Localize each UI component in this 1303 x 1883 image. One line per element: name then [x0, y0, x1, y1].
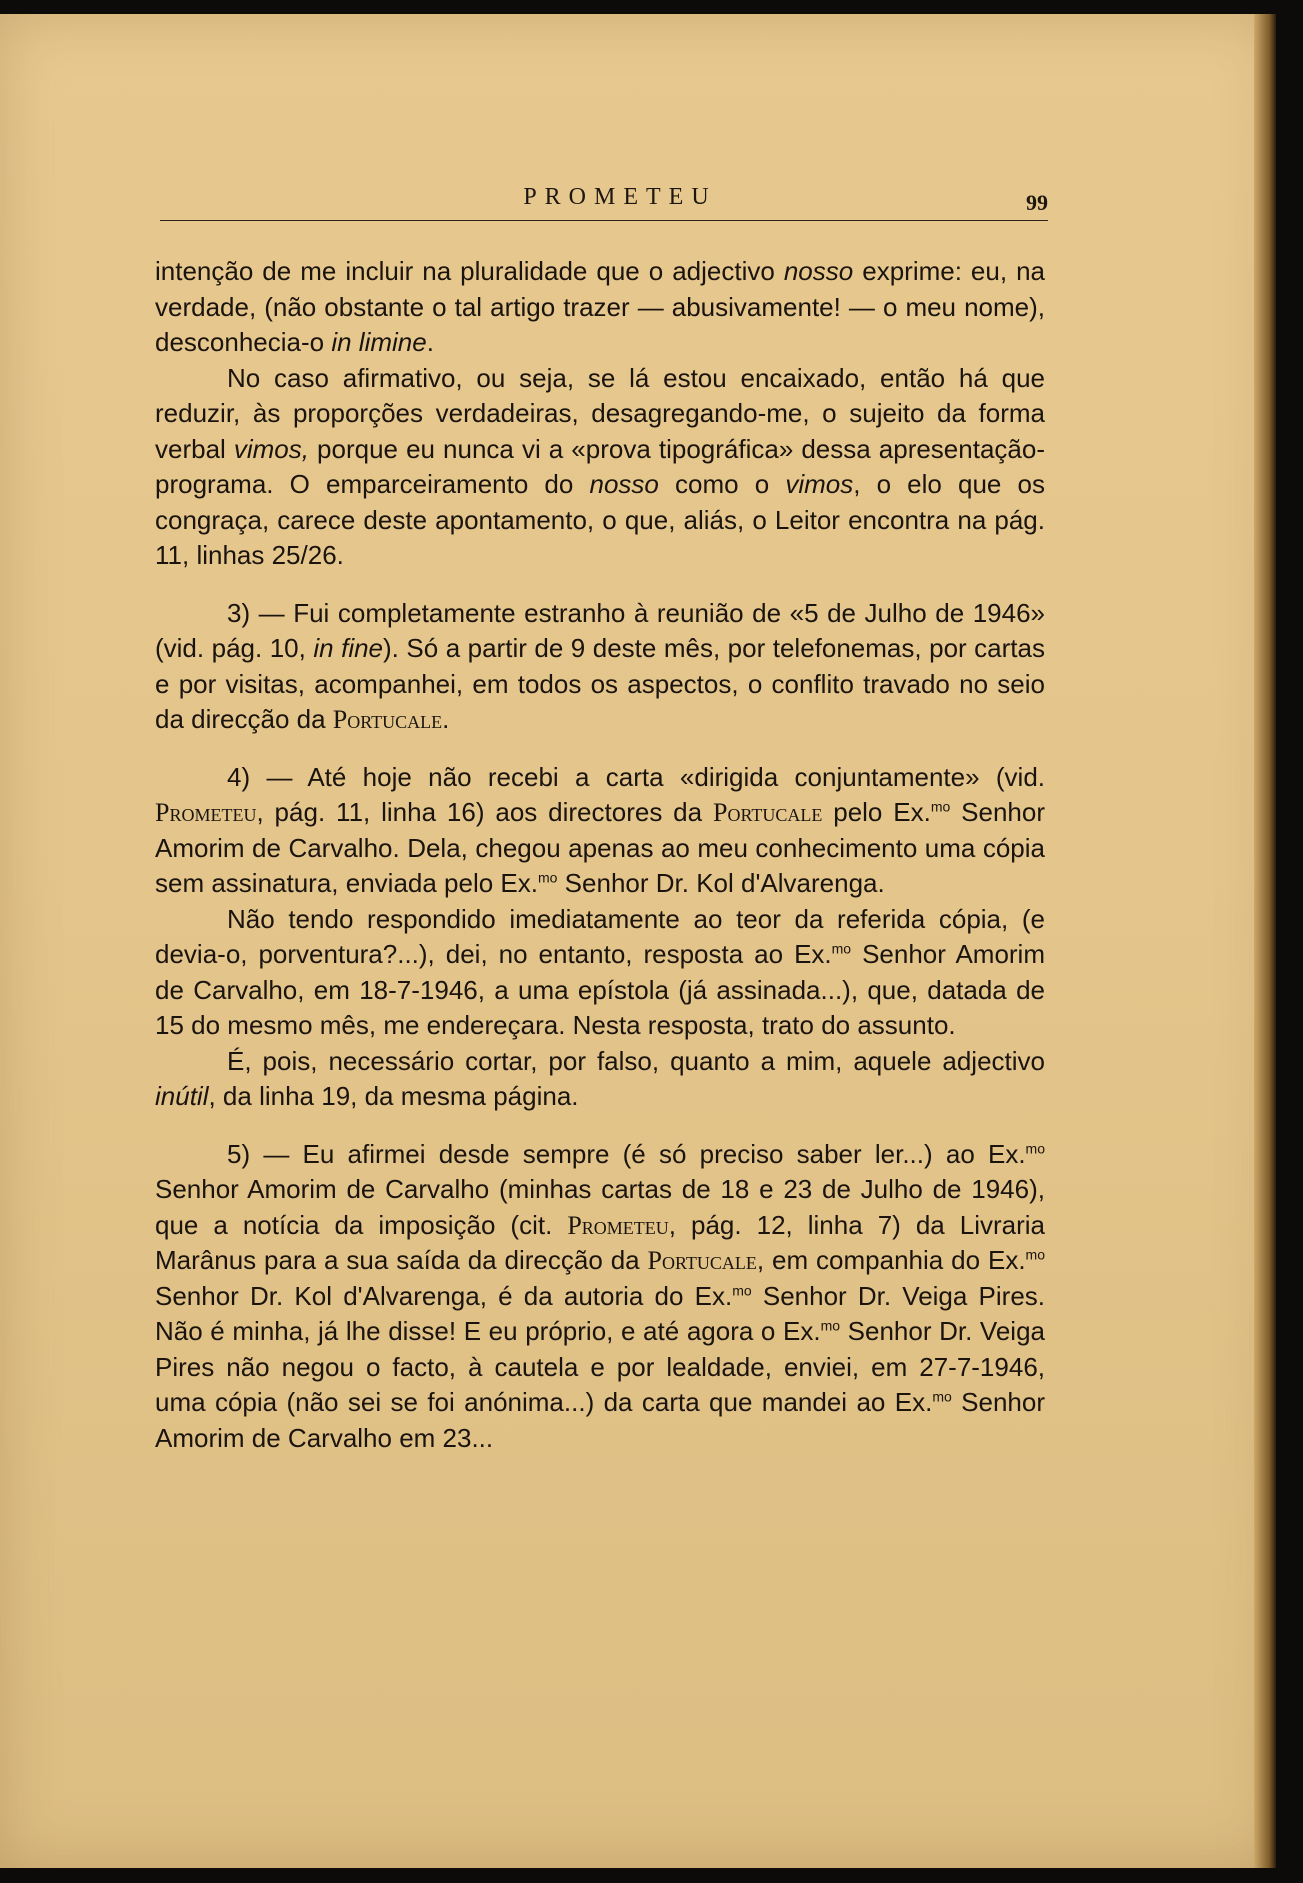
- paragraph-7: 5) — Eu afirmei desde sempre (é só preciso saber ler...) ao Ex.$^{mo}$ Senhor Amorim de Carvalho (minhas cartas de 18 e 23 de Julho de 1946), que a notícia da imposição (cit. Prometeu, pág. 12, linha 7) da Livraria Marânus para a sua saída da direcção da Portucale, em companhia do Ex.$^{mo}$ Senhor Dr. Kol d'Alvarenga, é da autoria do Ex.$^{mo}$ Senhor Dr. Veiga Pires. Não é minha, já lhe disse! E eu próprio, e até agora o Ex.$^{mo}$ Senhor Dr. Veiga Pires não negou o facto, à cautela e por lealdade, enviei, em 27-7-1946, uma cópia (não sei se foi anónima...) da carta que mandei ao Ex.$^{mo}$ Senhor Amorim de Carvalho em 23...: [155, 1138, 1045, 1453]
- running-header: [160, 172, 1048, 221]
- book-page: [0, 14, 1276, 1868]
- header-title: PROMETEU: [523, 184, 717, 210]
- paragraph-6: É, pois, necessário cortar, por falso, quanto a mim, aquele adjectivo inútil, da linha 19, da mesma página.: [155, 1045, 1045, 1111]
- page-number: 99: [1026, 190, 1048, 215]
- paragraph-2: No caso afirmativo, ou seja, se lá estou encaixado, então há que reduzir, às proporções verdadeiras, desagregando-me, o sujeito da forma verbal vimos, porque eu nunca vi a «prova tipográfica» dessa apresentação-programa. O emparceiramento do nosso como o vimos, o elo que os congraça, carece deste apontamento, o que, aliás, o Leitor encontra na pág. 11, linhas 25/26.: [155, 362, 1045, 570]
- body-text: [155, 254, 1045, 1456]
- page-edge: [1254, 14, 1276, 1868]
- paragraph-3: 3) — Fui completamente estranho à reunião de «5 de Julho de 1946» (vid. pág. 10, in fine). Só a partir de 9 deste mês, por telefonemas, por cartas e por visitas, acompanhei, em todos os aspectos, o conflito travado no seio da direcção da Portucale.: [155, 597, 1045, 734]
- paragraph-1: intenção de me incluir na pluralidade que o adjectivo nosso exprime: eu, na verdade, (não obstante o tal artigo trazer — abusivamente! — o meu nome), desconhecia-o in limine.: [155, 256, 1045, 357]
- paragraph-5: Não tendo respondido imediatamente ao teor da referida cópia, (e devia-o, porventura?...), dei, no entanto, resposta ao Ex.$^{mo}$ Senhor Amorim de Carvalho, em 18-7-1946, a uma epístola (já assinada...), que, datada de 15 do mesmo mês, me endereçara. Nesta resposta, trato do assunto.: [155, 903, 1045, 1040]
- paragraph-4: 4) — Até hoje não recebi a carta «dirigida conjuntamente» (vid. Prometeu, pág. 11, linha 16) aos directores da Portucale pelo Ex.$^{mo}$ Senhor Amorim de Carvalho. Dela, chegou apenas ao meu conhecimento uma cópia sem assinatura, enviada pelo Ex.$^{mo}$ Senhor Dr. Kol d'Alvarenga.: [155, 761, 1045, 898]
